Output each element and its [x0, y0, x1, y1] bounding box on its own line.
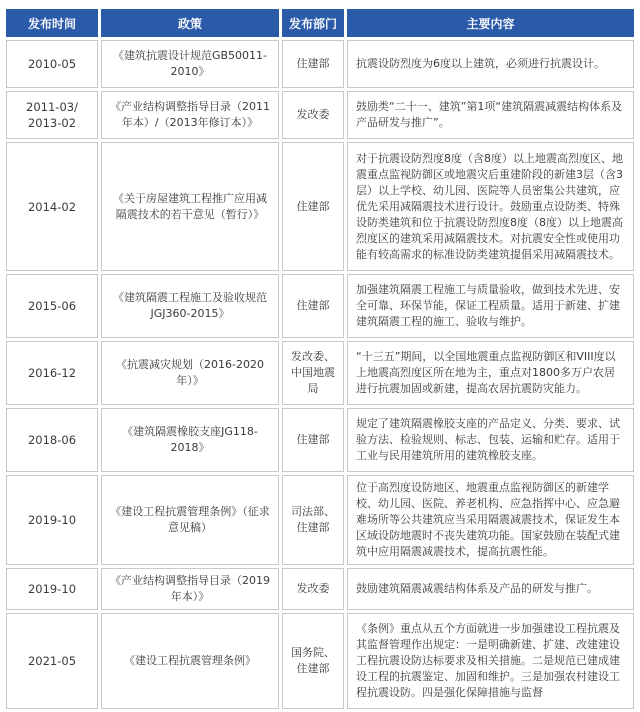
cell-content: 鼓励建筑隔震减震结构体系及产品的研发与推广。 — [347, 568, 634, 610]
cell-policy: 《建设工程抗震管理条例》（征求意见稿） — [101, 475, 279, 565]
cell-date: 2019-10 — [6, 568, 98, 610]
cell-content: 鼓励类“二十一、建筑”第1项“建筑隔震减震结构体系及产品研发与推广”。 — [347, 91, 634, 139]
cell-policy: 《产业结构调整指导目录（2019年本）》 — [101, 568, 279, 610]
cell-date: 2019-10 — [6, 475, 98, 565]
table-row — [6, 475, 634, 565]
cell-dept: 发改委 — [282, 91, 344, 139]
cell-dept: 国务院、住建部 — [282, 613, 344, 709]
table-header-row — [6, 9, 634, 37]
cell-dept: 住建部 — [282, 408, 344, 472]
cell-policy: 《建筑隔震橡胶支座JG118-2018》 — [101, 408, 279, 472]
cell-content: 位于高烈度设防地区、地震重点监视防御区的新建学校、幼儿园、医院、养老机构、应急指挥中心、应急避难场所等公共建筑应当采用隔震减震技术，保证发生本区域设防地震时不丧失建筑功能。国家鼓励在装配式建筑中应用隔震减震技术，提高抗震性能。 — [347, 475, 634, 565]
table-row — [6, 408, 634, 472]
cell-dept: 司法部、住建部 — [282, 475, 344, 565]
cell-dept: 住建部 — [282, 142, 344, 271]
cell-date: 2010-05 — [6, 40, 98, 88]
cell-dept: 住建部 — [282, 274, 344, 338]
cell-dept: 发改委 — [282, 568, 344, 610]
table-row — [6, 142, 634, 271]
cell-date: 2011-03/ 2013-02 — [6, 91, 98, 139]
table-row — [6, 274, 634, 338]
cell-date: 2021-05 — [6, 613, 98, 709]
cell-content: 规定了建筑隔震橡胶支座的产品定义、分类、要求、试验方法、检验规则、标志、包装、运输和贮存。适用于工业与民用建筑所用的建筑橡胶支座。 — [347, 408, 634, 472]
table-row — [6, 568, 634, 610]
cell-dept: 发改委、中国地震局 — [282, 341, 344, 405]
header-date: 发布时间 — [6, 9, 98, 37]
cell-policy: 《产业结构调整指导目录（2011年本）/（2013年修订本）》 — [101, 91, 279, 139]
cell-policy: 《抗震减灾规划（2016-2020年）》 — [101, 341, 279, 405]
policy-table — [3, 6, 637, 712]
cell-date: 2014-02 — [6, 142, 98, 271]
table-row — [6, 40, 634, 88]
cell-policy: 《建筑抗震设计规范GB50011-2010》 — [101, 40, 279, 88]
table-row — [6, 613, 634, 709]
table-row — [6, 91, 634, 139]
header-policy: 政策 — [101, 9, 279, 37]
cell-content: 对于抗震设防烈度8度（含8度）以上地震高烈度区、地震重点监视防御区或地震灾后重建阶段的新建3层（含3层）以上学校、幼儿园、医院等人员密集公共建筑，应优先采用减隔震技术进行设计。鼓励重点设防类、特殊设防类建筑和位于抗震设防烈度8度（8度）以上地震高烈度区的建筑采用减隔震技术。对抗震安全性或使用功能有较高需求的标准设防类建筑提倡采用减隔震技术。 — [347, 142, 634, 271]
cell-policy: 《建设工程抗震管理条例》 — [101, 613, 279, 709]
cell-content: “十三五”期间，以全国地震重点监视防御区和VIII度以上地震高烈度区所在地为主，重点对1800多万户农居进行抗震加固或新建，提高农居抗震防灾能力。 — [347, 341, 634, 405]
cell-content: 《条例》重点从五个方面就进一步加强建设工程抗震及其监督管理作出规定：一是明确新建、扩建、改建建设工程抗震设防达标要求及相关措施。二是规范已建成建设工程的抗震鉴定、加固和维护。三是加强农村建设工程抗震设防。四是强化保障措施与监督 — [347, 613, 634, 709]
cell-content: 加强建筑隔震工程施工与质量验收，做到技术先进、安全可靠、环保节能，保证工程质量。适用于新建、扩建建筑隔震工程的施工、验收与维护。 — [347, 274, 634, 338]
cell-date: 2015-06 — [6, 274, 98, 338]
cell-date: 2018-06 — [6, 408, 98, 472]
cell-content: 抗震设防烈度为6度以上建筑，必须进行抗震设计。 — [347, 40, 634, 88]
cell-policy: 《建筑隔震工程施工及验收规范JGJ360-2015》 — [101, 274, 279, 338]
cell-dept: 住建部 — [282, 40, 344, 88]
header-content: 主要内容 — [347, 9, 634, 37]
header-dept: 发布部门 — [282, 9, 344, 37]
cell-policy: 《关于房屋建筑工程推广应用减隔震技术的若干意见（暂行）》 — [101, 142, 279, 271]
cell-date: 2016-12 — [6, 341, 98, 405]
table-row — [6, 341, 634, 405]
